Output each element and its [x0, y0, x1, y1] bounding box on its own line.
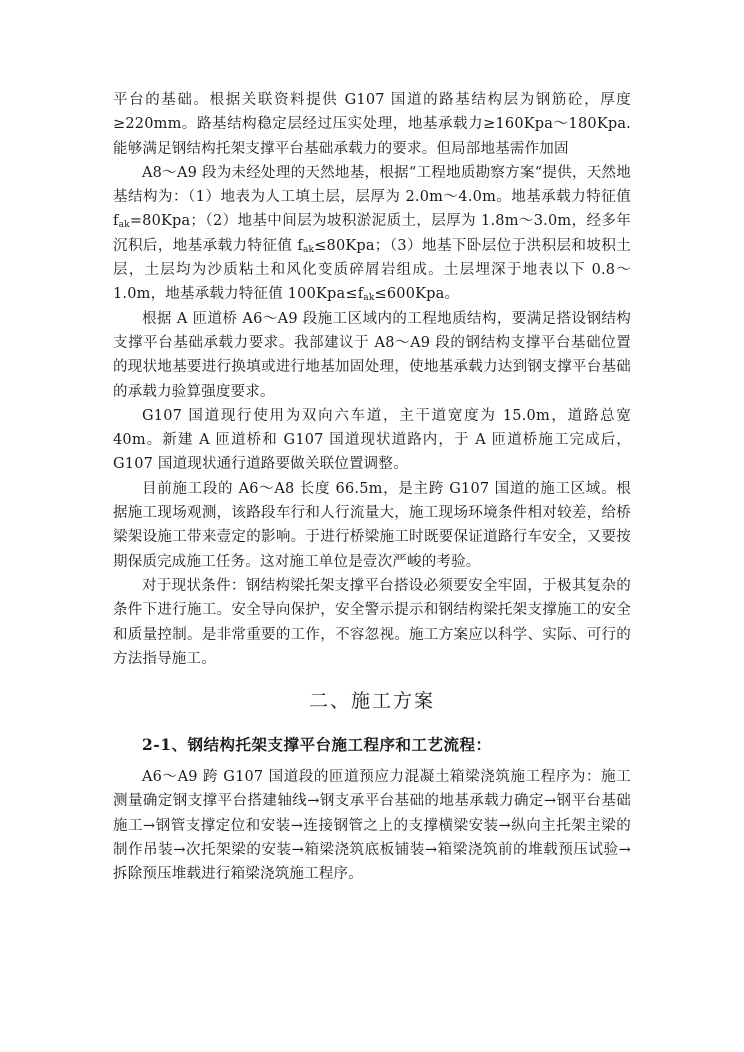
document-page: [113, 88, 631, 887]
paragraph-geology: 根据 A 匝道桥 A6～A9 段施工区域内的工程地质结构，要满足搭设钢结构支撑平台基础承载力要求。我部建议于 A8～A9 段的钢结构支撑平台基础位置的现状地基要进行换填或进行地基加固处理，使地基承载力达到钢支撑平台基础的承载力验算强度要求。: [113, 310, 631, 400]
paragraph-procedure: A6～A9 跨 G107 国道段的匝道预应力混凝土箱梁浇筑施工程序为：施工测量确定钢支撑平台搭建轴线→钢支承平台基础的地基承载力确定→钢平台基础施工→钢管支撑定位和安装→连接钢管之上的支撑横梁安装→纵向主托架主梁的制作吊装→次托架梁的安装→箱梁浇筑底板铺装→箱梁浇筑前的堆载预压试验→拆除预压堆载进行箱梁浇筑施工程序。: [113, 769, 631, 883]
paragraph-site: 目前施工段的 A6～A8 长度 66.5m，是主跨 G107 国道的施工区域。根据施工现场观测，该路段车行和人行流量大，施工现场环境条件相对较差，给桥梁架设施工带来壹定的影响。于进行桥梁施工时既要保证道路行车安全，又要按期保质完成施工任务。这对施工单位是壹次严峻的考验。: [113, 480, 631, 570]
subscript: ak: [302, 244, 315, 255]
subscript: ak: [363, 293, 375, 304]
text-segment: ≤600Kpa。: [374, 286, 460, 303]
paragraph-foundation: 平台的基础。根据关联资料提供 G107 国道的路基结构层为钢筋砼，厚度≥220mm。路基结构稳定层经过压实处理，地基承载力≥160Kpa～180Kpa.能够满足钢结构托架支撑平台基础承载力的要求。但局部地基需作加固: [113, 92, 631, 157]
text-segment: ≤80Kpa；（3）地基下卧层位于洪积层和坡积土层，土层均为沙质粘土和风化变质碎屑岩组成。土层埋深于地表以下 0.8～1.0m，地基承载力特征值 100Kpa≤f: [113, 237, 631, 303]
text-segment: A8～A9 段为未经处理的天然地基，根据“工程地质勘察方案“提供，天然地基结构为：（1）地表为人工填土层，层厚为 2.0m～4.0m。地基承载力特征值 f: [113, 164, 631, 230]
subscript: ak: [118, 220, 130, 231]
text-segment: =80Kpa；（2）地基中间层为坡积淤泥质土，层厚为 1.8m～3.0m，经多年沉积后，地基承载力特征值 f: [113, 213, 631, 254]
paragraph-conditions: 对于现状条件：钢结构梁托架支撑平台搭设必须要安全牢固，于极其复杂的条件下进行施工。安全导向保护，安全警示提示和钢结构梁托架支撑施工的安全和质量控制。是非常重要的工作，不容忽视。施工方案应以科学、实际、可行的方法指导施工。: [113, 577, 631, 667]
section-heading: 二、施工方案: [308, 690, 435, 713]
paragraph-road: G107 国道现行使用为双向六车道，主干道宽度为 15.0m，道路总宽40m。新建 A 匝道桥和 G107 国道现状道路内，于 A 匝道桥施工完成后，G107 国道现状通行道路要做关联位置调整。: [113, 407, 631, 473]
subsection-heading: 2-1、钢结构托架支撑平台施工程序和工艺流程：: [142, 735, 492, 755]
paragraph-natural-ground: [113, 161, 631, 307]
